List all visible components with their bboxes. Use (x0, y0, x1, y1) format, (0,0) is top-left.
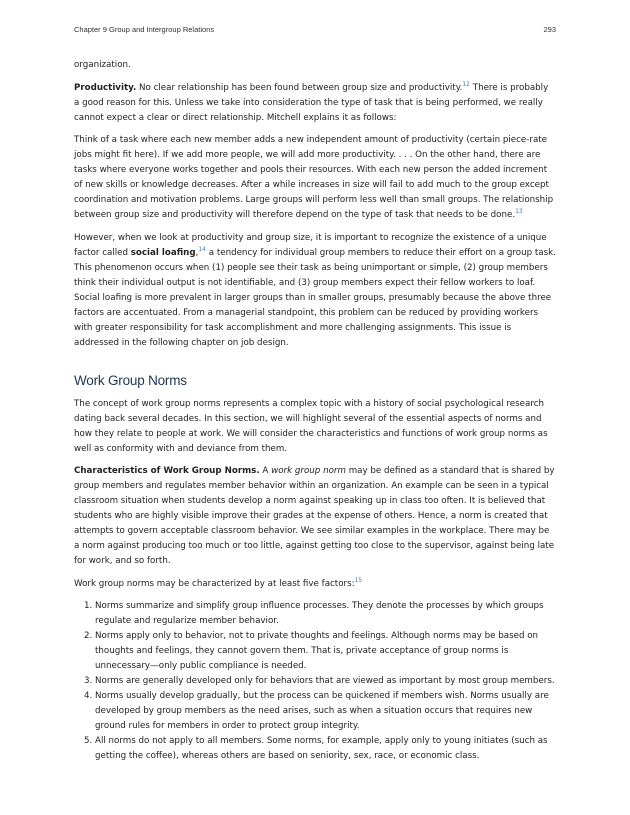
mitchell-quote (74, 133, 556, 223)
loafing-text-1: However, when we look at productivity and group size, it is important to recognize the existence of a unique factor called (74, 232, 547, 258)
page-body (74, 58, 556, 764)
productivity-lead: Productivity. (74, 82, 137, 93)
chapter-title: Chapter 9 Group and Intergroup Relations (74, 25, 215, 34)
continued-paragraph: organization. (74, 60, 131, 70)
running-header (74, 25, 556, 34)
work-group-norm-term: work group norm (271, 466, 346, 476)
productivity-text-2: There is probably a good reason for this. Unless we take into consideration the type of task that is being performed, we really cannot expect a clear or direct relationship. Mitchell explains it as follows: (74, 82, 549, 123)
social-loafing-paragraph: However, when we look at productivity and group size, it is important to recognize the existence of a unique factor called social loafing,$^{14}$ a tendency for individual group members to reduce their effort on a group task. This phenomenon occurs when (1) people see their task as being unimportant or simple, (2) group members think their individual output is not identifiable, and (3) group members expect their fellow workers to loaf. Social loafing is more prevalent in larger groups than in smaller groups, presumably because the above three factors are accentuated. From a managerial standpoint, this problem can be reduced by providing workers with greater responsibility for task accomplishment and more challenging assignments. This issue is addressed in the following chapter on job design. (74, 232, 556, 348)
loafing-text-2: a tendency for individual group members to reduce their effort on a group task. This phenomenon occurs when (1) people see their task as being unimportant or simple, (2) group members think their individual output is not identifiable, and (3) group members expect their fellow workers to loaf. Social loafing is more prevalent in larger groups than in smaller groups, presumably because the above three factors are accentuated. From a managerial standpoint, this problem can be reduced by providing workers with greater responsibility for task accomplishment and more challenging assignments. This issue is addressed in the following chapter on job design. (74, 247, 556, 348)
quote-text: Think of a task where each new member adds a new independent amount of productivity (certain piece-rate jobs might fit here). If we add more people, we will add more productivity. . . . On the other hand, there are tasks where everyone works together and pools their resources. With each new person the added increment of new skills or knowledge decreases. After a while increases in size will fail to add much to the group except coordination and motivation problems. Large groups will perform less well than small groups. The relationship between group size and productivity will therefore depend on the type of task that needs to be done. (74, 135, 554, 220)
productivity-paragraph (74, 81, 556, 126)
characteristics-paragraph (74, 464, 556, 569)
page-number: 293 (543, 25, 556, 34)
footnote-ref-15[interactable]: 15 (354, 576, 363, 584)
factors-intro (74, 577, 556, 592)
characteristics-text-2: may be defined as a standard that is shared by group members and regulates member behavior within an organization. An example can be seen in a typical classroom situation when students develop a norm against speaking up in class too often. It is believed that students who are highly visible improve their grades at the expense of others. Hence, a norm is created that attempts to govern acceptable classroom behavior. We see similar examples in the workplace. There may be a norm against producing too much or too little, against getting too close to the supervisor, against being late for work, and so forth. (74, 466, 555, 566)
factors-list (74, 599, 556, 764)
social-loafing-term: social loafing (130, 247, 196, 258)
list-item: 1. Norms summarize and simplify group influence processes. They denote the processes by which groups regulate and regularize member behavior. (95, 599, 556, 629)
section-heading: Work Group Norms (74, 372, 187, 388)
norms-intro-paragraph: The concept of work group norms represents a complex topic with a history of social psychological research dating back several decades. In this section, we will highlight several of the essential aspects of norms and how they relate to people at work. We will consider the characteristics and functions of work group norms as well as conformity with and deviance from them. (74, 398, 548, 454)
list-item: 5. All norms do not apply to all members. Some norms, for example, apply only to young initiates (such as getting the coffee), whereas others are based on seniority, sex, race, or economic class. (95, 734, 556, 764)
characteristics-lead: Characteristics of Work Group Norms. (74, 466, 260, 476)
list-item: 4. Norms usually develop gradually, but the process can be quickened if members wish. Norms usually are developed by group members as the need arises, such as when a situation occurs that requires new ground rules for members in order to protect group integrity. (95, 689, 556, 734)
characteristics-text-1: A (259, 466, 272, 476)
footnote-ref-14[interactable]: 14 (198, 245, 206, 253)
list-item: 3. Norms are generally developed only for behaviors that are viewed as important by most group members. (95, 674, 556, 689)
footnote-ref-12[interactable]: 12 (462, 80, 470, 88)
factors-intro-text: Work group norms may be characterized by at least five factors: (74, 578, 355, 589)
footnote-ref-13[interactable]: 13 (515, 208, 523, 216)
productivity-text-1: No clear relationship has been found between group size and productivity. (136, 82, 463, 93)
list-item: 2. Norms apply only to behavior, not to private thoughts and feelings. Although norms may be based on thoughts and feelings, they cannot govern them. That is, private acceptance of group norms is unnecessary—only public compliance is needed. (95, 629, 556, 674)
